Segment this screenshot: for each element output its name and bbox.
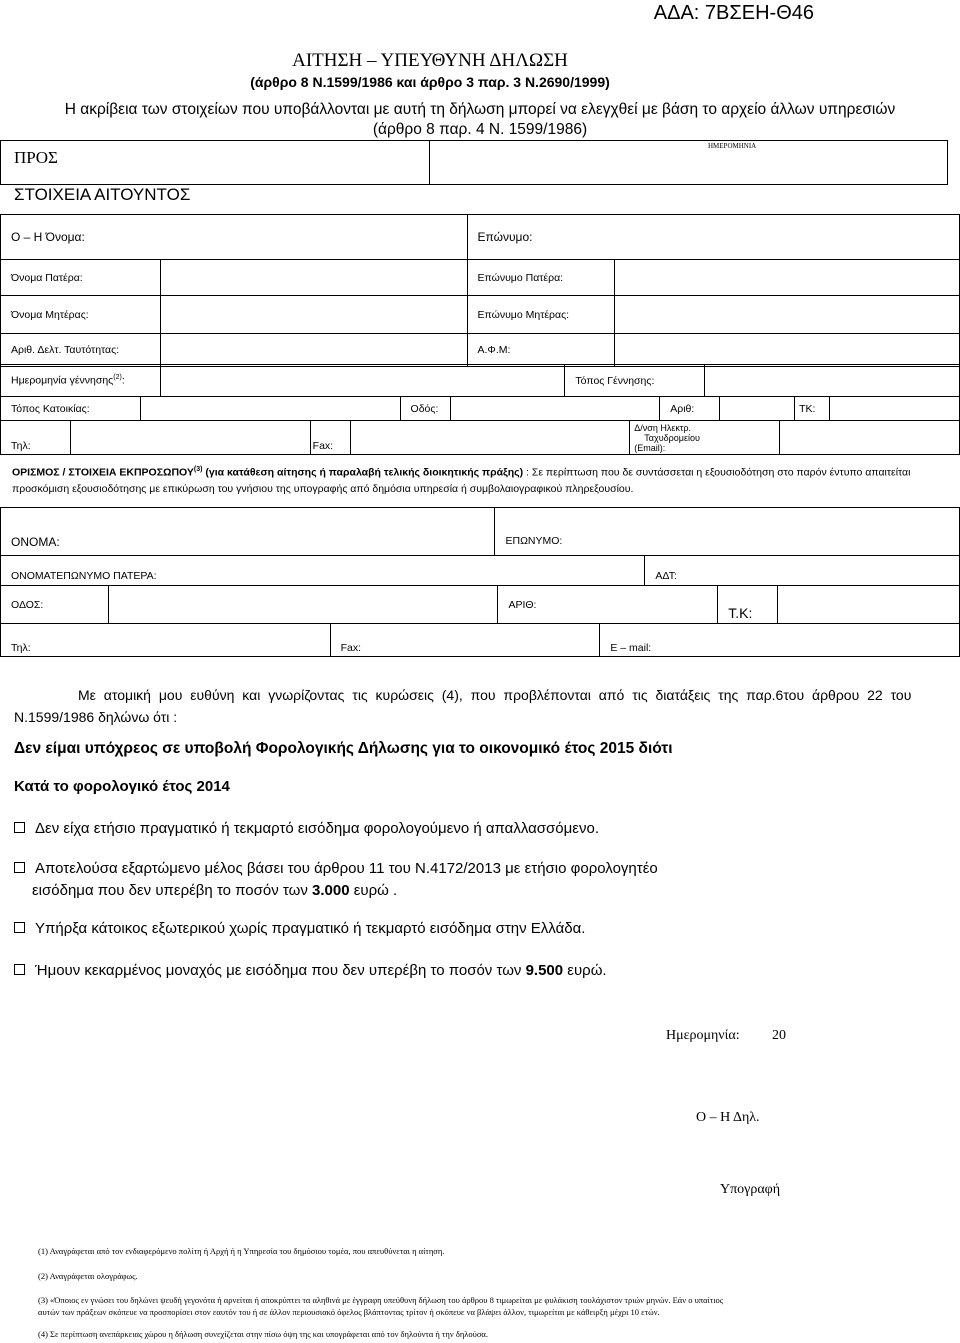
notice-line-2: (άρθρο 8 παρ. 4 Ν. 1599/1986) (372, 121, 588, 138)
notice-line-1: Η ακρίβεια των στοιχείων που υποβάλλονται με αυτή τη δήλωση μπορεί να ελεγχθεί με βάση το αρχείο άλλων υπηρεσιών (64, 101, 896, 118)
rep-street-field[interactable] (108, 586, 498, 624)
father-surname-field[interactable] (615, 260, 960, 296)
ada-code: ΑΔΑ: 7ΒΣΕΗ-Θ46 (653, 2, 814, 24)
rep-postcode-field[interactable] (778, 586, 960, 624)
mother-surname-label: Επώνυμο Μητέρας: (467, 296, 615, 334)
applicant-surname-field[interactable]: Επώνυμο: (467, 215, 959, 260)
father-name-field[interactable] (160, 260, 467, 296)
afm-label: Α.Φ.Μ: (467, 334, 615, 367)
fax-label: Fax: (310, 421, 350, 455)
footnote-3: (3) «Όποιος εν γνώσει του δηλώνει ψευδή γεγονότα ή αρνείται ή αποκρύπτει τα αληθινά με έγγραφη υπεύθυνη δήλωση του άρθρου 8 τιμωρείται με φυλάκιση τουλάχιστον τριών μηνών. Εάν ο υπαίτιος αυτών των πράξεων σκόπευε να προσπορίσει στον εαυτόν του ή σε άλλον περιουσιακό όφελος βλάπτοντας τρίτον ή σκόπευε να βλάψει άλλον, τιμωρείται με κάθειρξη μέχρι 10 ετών. (38, 1295, 724, 1317)
footnote-4: (4) Σε περίπτωση ανεπάρκειας χώρου η δήλωση συνεχίζεται στην πίσω όψη της και υπογράφεται από τον δηλούντα ή την δηλούσα. (38, 1329, 489, 1339)
id-number-label: Αριθ. Δελτ. Ταυτότητας: (1, 334, 161, 367)
rep-postcode-label: Τ.Κ: (718, 586, 778, 624)
signature-date-label: Ημερομηνία: (666, 1028, 740, 1043)
father-name-label: Όνομα Πατέρα: (1, 260, 161, 296)
footnote-1: (1) Αναγράφεται από τον ενδιαφερόμενο πολίτη ή Αρχή ή η Υπηρεσία του δημόσιου τομέα, που απευθύνεται η αίτηση. (38, 1246, 445, 1256)
checkbox-abroad[interactable] (14, 922, 25, 933)
mother-surname-field[interactable] (615, 296, 960, 334)
option-no-income[interactable]: Δεν είχα ετήσιο πραγματικό ή τεκμαρτό εισόδημα φορολογούμενο ή απαλλασσόμενο. (14, 818, 599, 840)
postcode-label: ΤΚ: (795, 397, 830, 421)
email-label: Δ/νση Ηλεκτρ. Ταχυδρομείου (Εmail): (630, 421, 780, 455)
rep-name-field[interactable]: ΟΝΟΜΑ: (1, 508, 495, 556)
date-box[interactable] (429, 140, 948, 185)
street-label: Οδός: (400, 397, 450, 421)
birth-date-field[interactable] (160, 365, 565, 397)
email-field[interactable] (780, 421, 960, 455)
rep-father-field[interactable]: ΟΝΟΜΑΤΕΠΩΝΥΜΟ ΠΑΤΕΡΑ: (1, 556, 645, 586)
mother-name-label: Όνομα Μητέρας: (1, 296, 161, 334)
birth-date-label: Ημερομηνία γέννησης$^{(2)}$: (1, 365, 161, 397)
rep-fax-field[interactable]: Fax: (330, 624, 600, 657)
checkbox-dependent[interactable] (14, 862, 25, 873)
birth-place-field[interactable] (705, 365, 960, 397)
residence-label: Τόπος Κατοικίας: (1, 397, 141, 421)
signature-date-year[interactable]: 20 (772, 1028, 786, 1043)
phone-field[interactable] (70, 421, 310, 455)
id-number-field[interactable] (160, 334, 467, 367)
representative-address-table (0, 585, 960, 624)
contact-table (0, 420, 960, 455)
page-title: ΑΙΤΗΣΗ – ΥΠΕΥΘΥΝΗ ΔΗΛΩΣΗ (292, 50, 568, 71)
rep-street-label: ΟΔΟΣ: (1, 586, 109, 624)
birth-place-label: Τόπος Γέννησης: (565, 365, 705, 397)
mother-name-field[interactable] (160, 296, 467, 334)
page-subtitle: (άρθρο 8 Ν.1599/1986 και άρθρο 3 παρ. 3 Ν.2690/1999) (250, 74, 610, 90)
fax-field[interactable] (350, 421, 630, 455)
rep-phone-field[interactable]: Τηλ: (1, 624, 331, 657)
option-dependent[interactable]: Αποτελούσα εξαρτώμενο μέλος βάσει του άρθρου 11 του Ν.4172/2013 με ετήσιο φορολογητέο εισόδημα που δεν υπερέβη το ποσόν των 3.000 ευρώ . (14, 858, 658, 902)
phone-label: Τηλ: (1, 421, 71, 455)
tax-year-statement: Κατά το φορολογικό έτος 2014 (14, 778, 230, 795)
number-label: Αριθ: (660, 397, 720, 421)
applicant-table (0, 214, 960, 367)
checkbox-no-income[interactable] (14, 822, 25, 833)
applicant-name-field[interactable]: Ο – Η Όνομα: (1, 215, 468, 260)
date-label: ΗΜΕΡΟΜΗΝΙΑ (708, 142, 757, 150)
footnote-2: (2) Αναγράφεται ολογράφως. (38, 1271, 138, 1281)
signature-label: Υπογραφή (720, 1182, 781, 1197)
declarant-label: Ο – Η Δηλ. (696, 1110, 760, 1125)
recipient-label: ΠΡΟΣ (14, 148, 58, 167)
rep-adt-field[interactable]: ΑΔΤ: (645, 556, 960, 586)
option-monk[interactable]: Ήμουν κεκαρμένος μοναχός με εισόδημα που δεν υπερέβη το ποσόν των 9.500 ευρώ. (14, 960, 607, 982)
rep-number-field[interactable]: ΑΡΙΘ: (498, 586, 718, 624)
postcode-field[interactable] (830, 397, 960, 421)
afm-field[interactable] (615, 334, 960, 367)
applicant-table-2 (0, 364, 960, 397)
representative-heading: ΟΡΙΣΜΟΣ / ΣΤΟΙΧΕΙΑ ΕΚΠΡΟΣΩΠΟΥ$^{(3)}$ (για κατάθεση αίτησης ή παραλαβή τελικής διοικητικής πράξης) : Σε περίπτωση που δε συντάσσεται η εξουσιοδότηση στο παρόν έντυπο απαιτείται προσκόμιση εξουσιοδότησης με επικύρωση του γνήσιου της υπογραφής από δημόσια υπηρεσία ή συμβολαιογραφικού πληρεξουσίου. (12, 466, 911, 495)
residence-table (0, 396, 960, 421)
checkbox-monk[interactable] (14, 964, 25, 975)
not-obliged-statement: Δεν είμαι υπόχρεος σε υποβολή Φορολογικής Δήλωσης για το οικονομικό έτος 2015 διότι (14, 740, 673, 757)
father-surname-label: Επώνυμο Πατέρα: (467, 260, 615, 296)
option-abroad[interactable]: Υπήρξα κάτοικος εξωτερικού χωρίς πραγματικό ή τεκμαρτό εισόδημα στην Ελλάδα. (14, 918, 585, 940)
rep-surname-field[interactable]: ΕΠΩΝΥΜΟ: (495, 508, 960, 556)
street-field[interactable] (450, 397, 660, 421)
declaration-intro: Με ατομική μου ευθύνη και γνωρίζοντας τις κυρώσεις (4), που προβλέπονται από τις διατάξεις της παρ.6του άρθρου 22 του Ν.1599/1986 δηλώνω ότι : (14, 687, 912, 725)
number-field[interactable] (720, 397, 795, 421)
representative-table (0, 507, 960, 586)
applicant-section-title: ΣΤΟΙΧΕΙΑ ΑΙΤΟΥΝΤΟΣ (14, 185, 191, 204)
representative-contact-table (0, 623, 960, 657)
rep-email-field[interactable]: E – mail: (600, 624, 960, 657)
accuracy-notice (0, 100, 960, 140)
residence-field[interactable] (140, 397, 400, 421)
